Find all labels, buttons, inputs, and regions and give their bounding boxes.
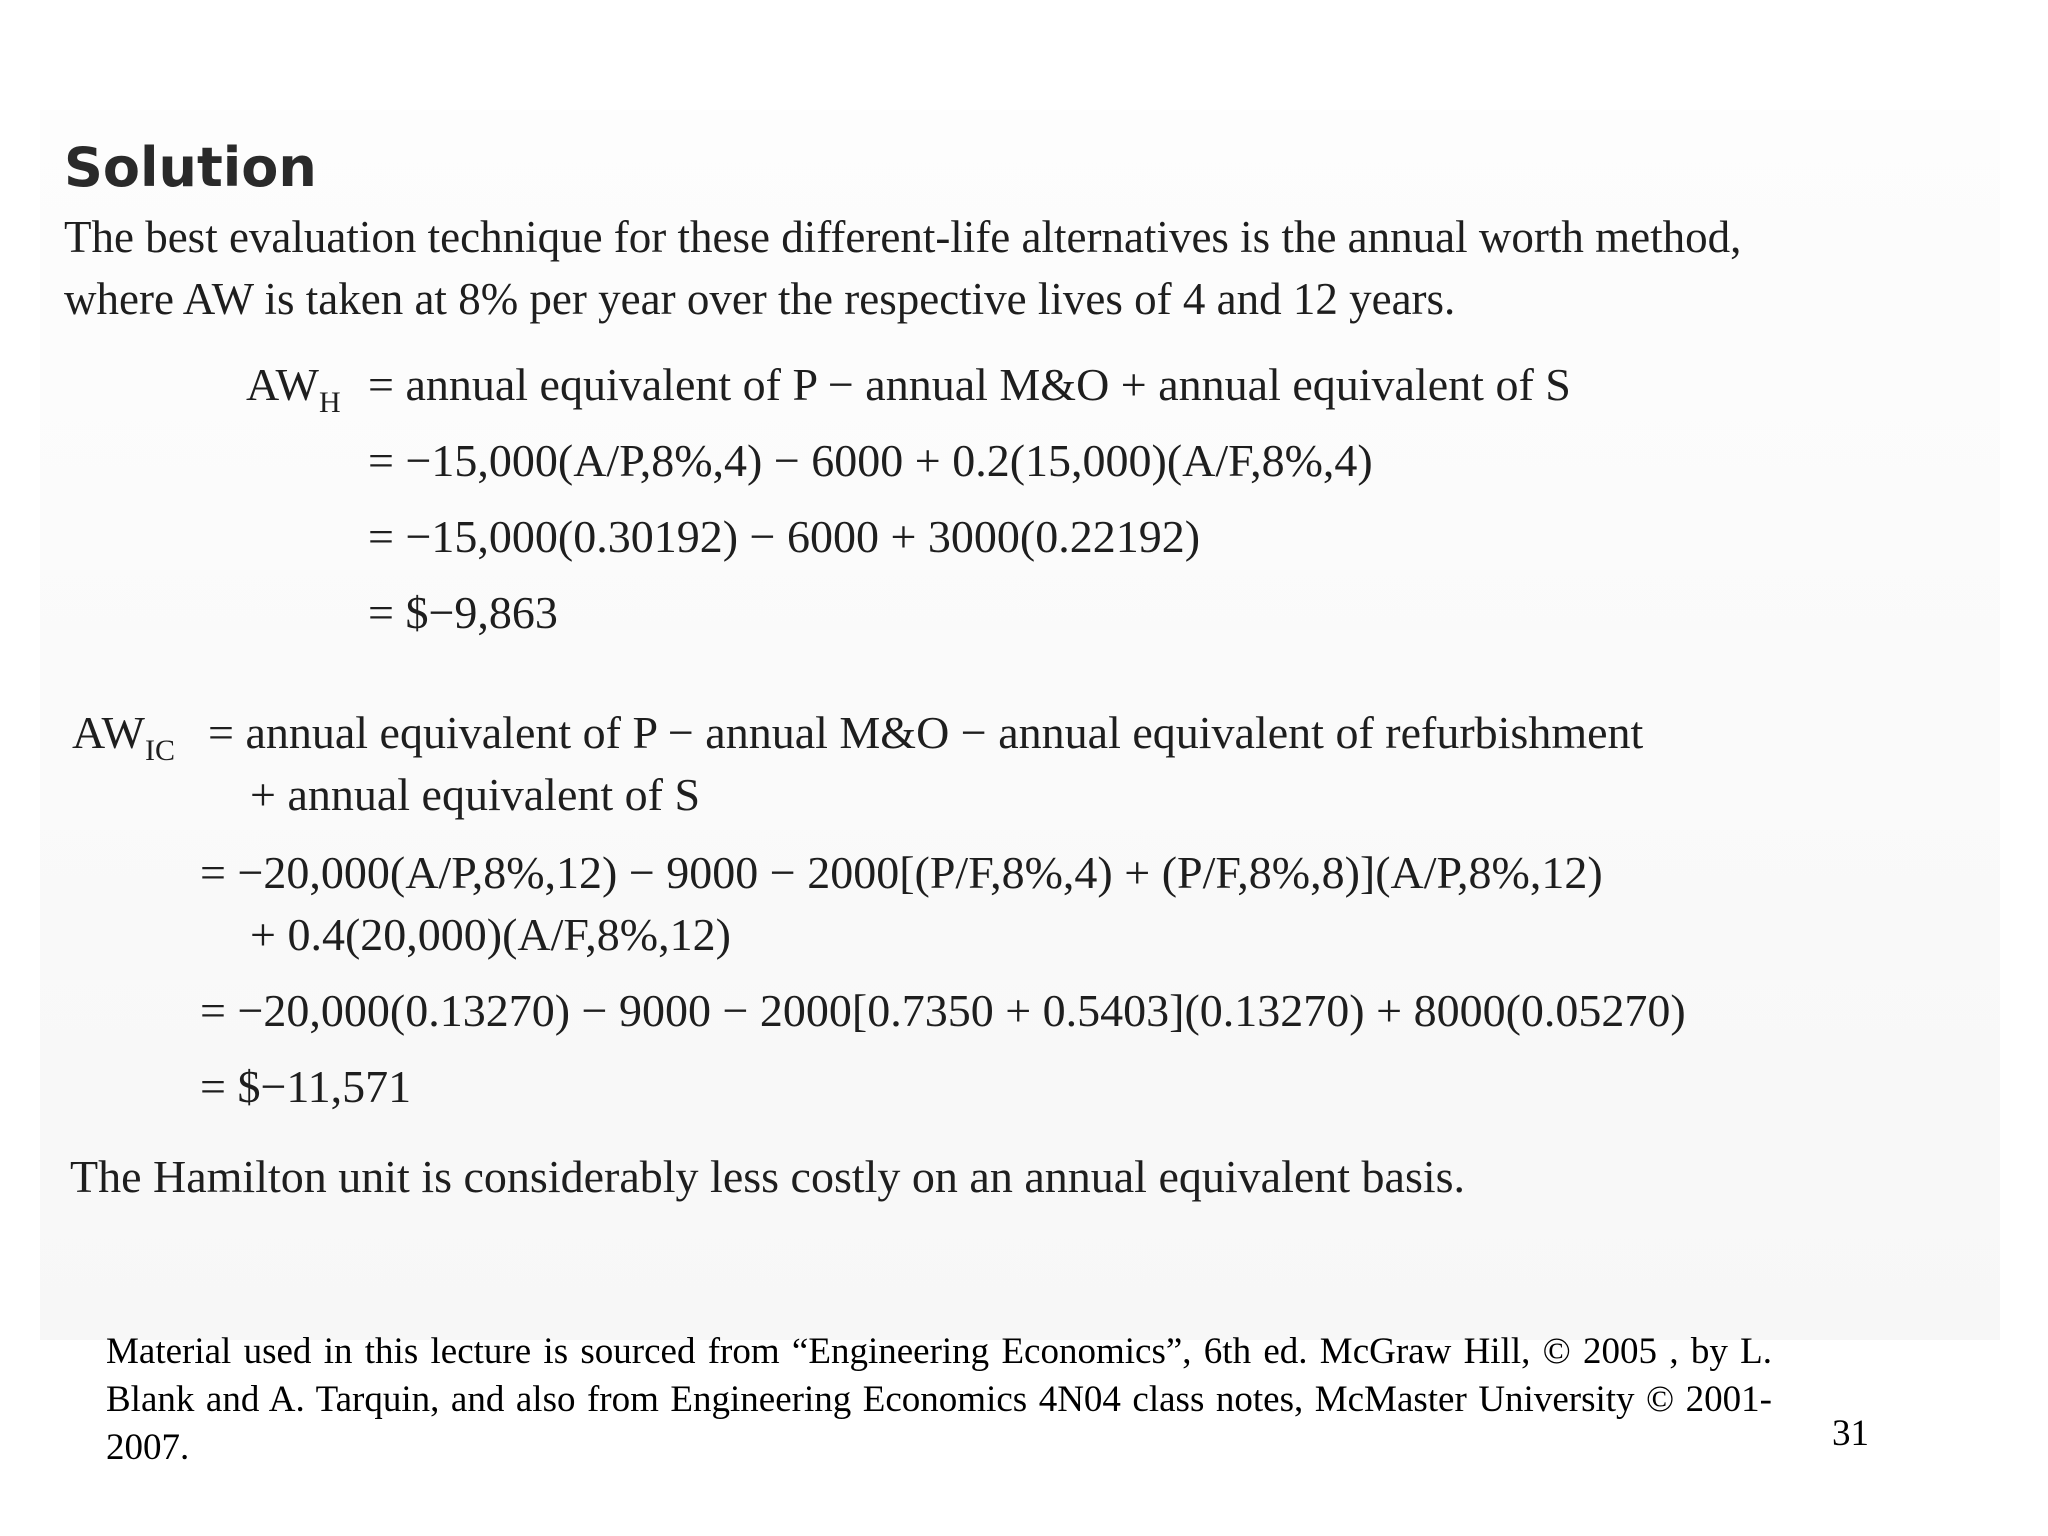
intro-line-1: The best evaluation technique for these different-life alternatives is the annual worth method, [64, 212, 1742, 262]
aw-ic-line-2: + annual equivalent of S [250, 769, 701, 820]
aw-h-label: $AW_H$ [246, 359, 341, 419]
source-note: Material used in this lecture is sourced from “Engineering Economics”, 6th ed. McGraw Hill, © 2005 , by L. Blank and A. Tarquin, and also from Engineering Economics 4N04 class notes, McMaster University © 2001-2007. [106, 1331, 1772, 1468]
aw-ic-line-5: = −20,000(0.13270) − 9000 − 2000[0.7350 + 0.5403](0.13270) + 8000(0.05270) [200, 985, 1686, 1036]
aw-h-line-2: = −15,000(A/P,8%,4) − 6000 + 0.2(15,000)(A/F,8%,4) [368, 435, 1373, 486]
aw-h-result: = $−9,863 [368, 587, 558, 638]
conclusion-text: The Hamilton unit is considerably less costly on an annual equivalent basis. [70, 1151, 1466, 1202]
aw-ic-line-4: + 0.4(20,000)(A/F,8%,12) [250, 909, 731, 960]
aw-h-line-1: = annual equivalent of P − annual M&O + annual equivalent of S [368, 359, 1571, 410]
aw-h-subscript: H [318, 386, 341, 419]
page-number: 31 [1832, 1413, 1869, 1454]
aw-ic-subscript: IC [144, 734, 175, 767]
solution-heading: Solution [64, 136, 317, 199]
aw-ic-line-3: = −20,000(A/P,8%,12) − 9000 − 2000[(P/F,8%,4) + (P/F,8%,8)](A/P,8%,12) [200, 847, 1603, 898]
aw-h-line-3: = −15,000(0.30192) − 6000 + 3000(0.22192) [368, 511, 1201, 562]
intro-line-2: where AW is taken at 8% per year over the respective lives of 4 and 12 years. [64, 274, 1456, 324]
aw-ic-label: $AW_{IC}$ [72, 707, 175, 767]
aw-ic-line-1: = annual equivalent of P − annual M&O − annual equivalent of refurbishment [208, 707, 1644, 758]
aw-ic-result: = $−11,571 [200, 1061, 412, 1112]
